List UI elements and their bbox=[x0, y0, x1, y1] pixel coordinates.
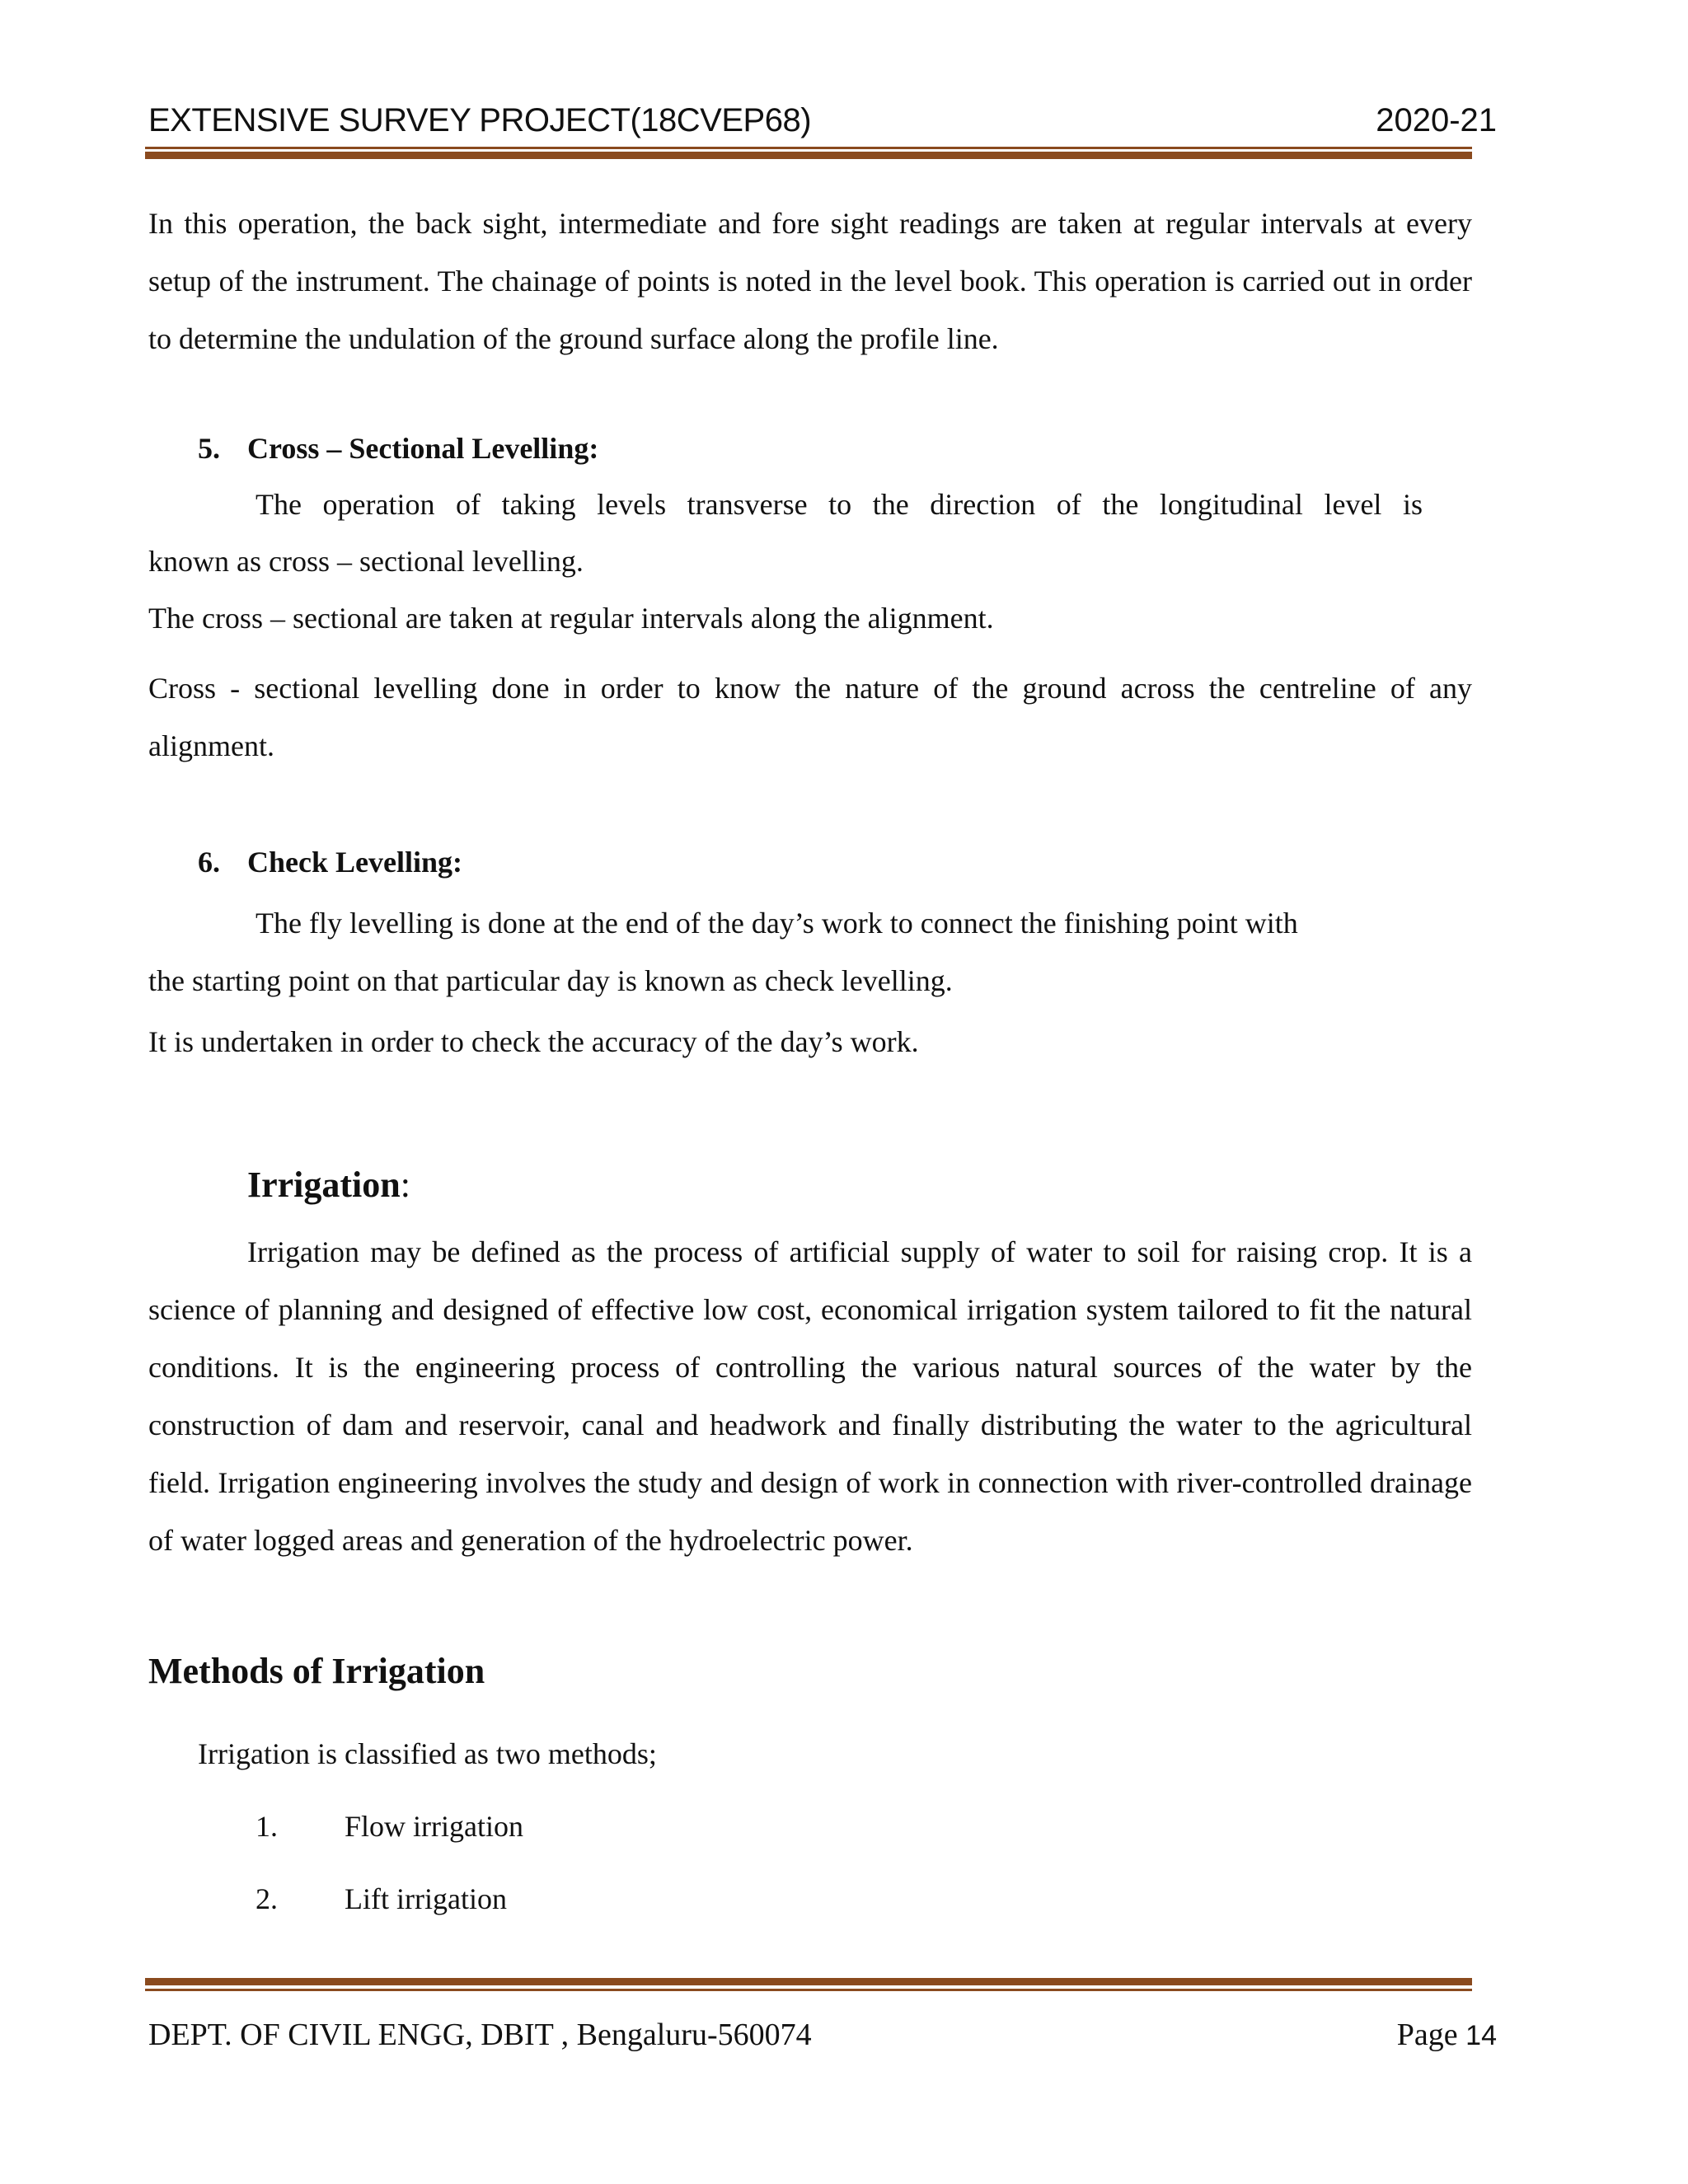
section5-para2: The cross – sectional are taken at regular intervals along the alignment. bbox=[148, 602, 994, 635]
header-year: 2020-21 bbox=[1376, 102, 1497, 138]
section5-para1-line2: known as cross – sectional levelling. bbox=[148, 545, 584, 578]
section6-number: 6. bbox=[198, 846, 220, 879]
section5-heading: Cross – Sectional Levelling: bbox=[247, 432, 599, 465]
footer-page bbox=[1397, 2015, 1497, 2055]
methods-item-2-number: 2. bbox=[256, 1882, 278, 1915]
methods-item-1-number: 1. bbox=[256, 1810, 278, 1843]
methods-item-2-label: Lift irrigation bbox=[345, 1882, 507, 1915]
section6-heading: Check Levelling: bbox=[247, 846, 462, 879]
intro-paragraph: In this operation, the back sight, intermediate and fore sight readings are taken at regular intervals at every setup of the instrument. The chainage of points is noted in the level book. This operation is carried out in order to determine the undulation of the ground surface along the profile line. bbox=[148, 207, 1472, 355]
section5-para1-line1: The operation of taking levels transverse to the direction of the longitudinal level is bbox=[256, 488, 1423, 521]
section5-number: 5. bbox=[198, 432, 220, 465]
footer-page-number: 14 bbox=[1465, 2020, 1497, 2051]
section5-para3: Cross - sectional levelling done in order to know the nature of the ground across the centreline of any alignment. bbox=[148, 672, 1472, 762]
header-rule-thin bbox=[145, 147, 1472, 149]
irrigation-heading-text: Irrigation bbox=[247, 1165, 401, 1205]
header-title: EXTENSIVE SURVEY PROJECT(18CVEP68) bbox=[148, 102, 812, 138]
irrigation-paragraph: Irrigation may be defined as the process of artificial supply of water to soil for raising crop. It is a science of planning and designed of effective low cost, economical irrigation system tailored to fit the natural conditions. It is the engineering process of controlling the various natural sources of the water by the construction of dam and reservoir, canal and headwork and finally distributing the water to the agricultural field. Irrigation engineering involves the study and design of work in connection with river-controlled drainage of water logged areas and generation of the hydroelectric power. bbox=[148, 1235, 1472, 1557]
section6-para2: It is undertaken in order to check the accuracy of the day’s work. bbox=[148, 1025, 919, 1058]
irrigation-heading bbox=[247, 1164, 410, 1206]
footer-rule-thin bbox=[145, 1989, 1472, 1991]
footer-rule-thick bbox=[145, 1978, 1472, 1985]
irrigation-heading-colon: : bbox=[400, 1165, 410, 1205]
section6-para1-line2: the starting point on that particular day is known as check levelling. bbox=[148, 964, 953, 997]
section6-para1-line1: The fly levelling is done at the end of the day’s work to connect the finishing point with bbox=[256, 907, 1298, 940]
footer-department: DEPT. OF CIVIL ENGG, DBIT , Bengaluru-560074 bbox=[148, 2018, 812, 2052]
methods-intro: Irrigation is classified as two methods; bbox=[198, 1737, 657, 1770]
methods-item-1-label: Flow irrigation bbox=[345, 1810, 523, 1843]
methods-heading: Methods of Irrigation bbox=[148, 1651, 485, 1691]
footer-page-label: Page bbox=[1396, 2018, 1458, 2052]
header-rule-thick bbox=[145, 152, 1472, 159]
